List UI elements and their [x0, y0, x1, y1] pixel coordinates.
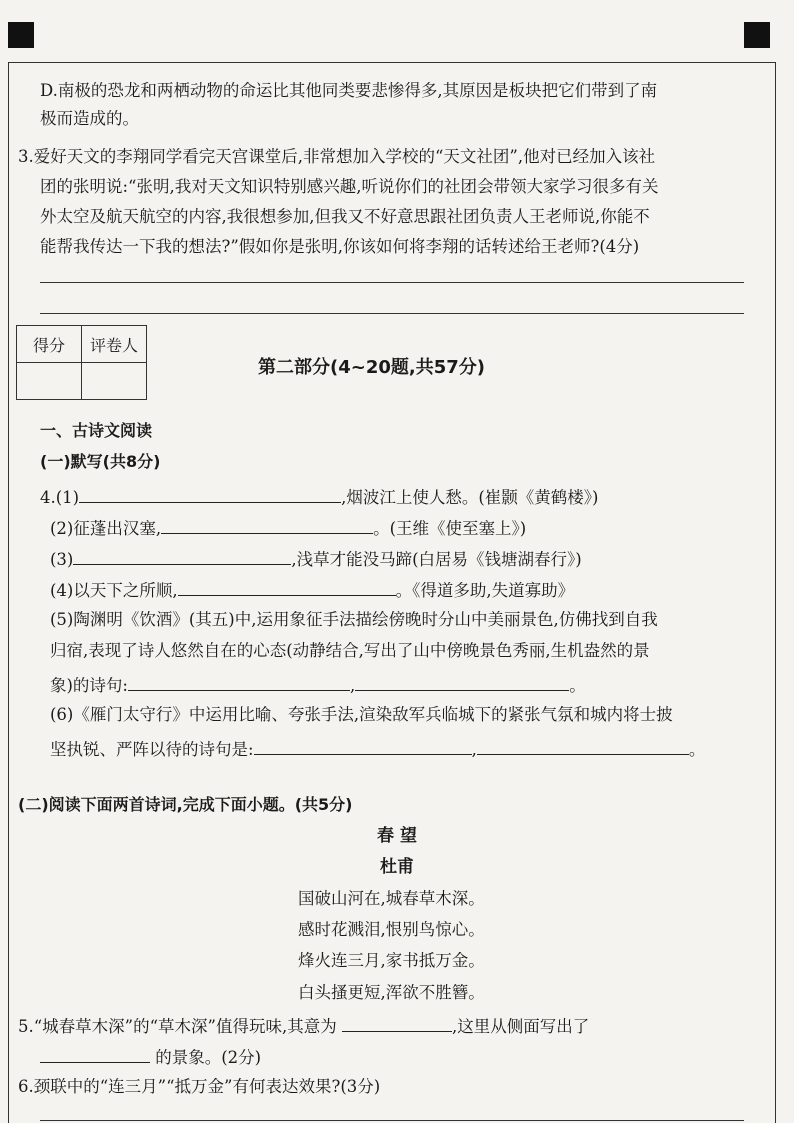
- grader-label: 评卷人: [82, 326, 147, 363]
- poem-author: [0, 856, 794, 878]
- q4-p4-pre: (4)以天下之所顺,: [50, 581, 178, 600]
- q4-p5-period: 。: [569, 676, 586, 695]
- q4-p5-blank-2[interactable]: [355, 672, 569, 691]
- poem-title: [0, 825, 794, 847]
- q6-answer-line[interactable]: [40, 1120, 744, 1121]
- q4-p6-blank-1[interactable]: [254, 736, 472, 755]
- q3-line1: 3.爱好天文的李翔同学看完天宫课堂后,非常想加入学校的“天文社团”,他对已经加入该社: [18, 147, 656, 166]
- registration-mark-right: [744, 22, 770, 48]
- q4-part4: [50, 577, 574, 602]
- q4-part1: [40, 484, 599, 509]
- q4-part5-line2: 归宿,表现了诗人悠然自在的心态(动静结合,写出了山中傍晚景色秀丽,生机盎然的景: [50, 641, 650, 660]
- poem-line-1: 国破山河在,城春草木深。: [298, 889, 485, 908]
- q4-part3: [50, 546, 582, 571]
- q5-line2: [40, 1044, 261, 1069]
- q3-answer-line-2[interactable]: [40, 313, 744, 314]
- poem-line-3: 烽火连三月,家书抵万金。: [298, 951, 485, 970]
- q4-p2-blank[interactable]: [161, 515, 373, 534]
- q5-blank-1[interactable]: [342, 1013, 452, 1032]
- q4-p6-blank-2[interactable]: [477, 736, 689, 755]
- q4-p6-line2-pre: 坚执锐、严阵以待的诗句是:: [50, 740, 254, 759]
- part2-title: 第二部分(4~20题,共57分): [258, 357, 485, 378]
- q4-p5-blank-1[interactable]: [128, 672, 350, 691]
- q5-blank-2[interactable]: [40, 1044, 150, 1063]
- q4-part6-line1: (6)《雁门太守行》中运用比喻、夸张手法,渲染敌军兵临城下的紧张气氛和城内将士披: [50, 705, 673, 724]
- q4-p3-pre: (3): [50, 550, 74, 569]
- poem-author-text: 杜甫: [380, 857, 414, 877]
- registration-mark-left: [8, 22, 34, 48]
- section1-title: 一、古诗文阅读: [40, 421, 153, 440]
- q6-question: 6.颈联中的“连三月”“抵万金”有何表达效果?(3分): [18, 1077, 381, 1096]
- q4-part6-line2: [50, 736, 705, 761]
- q2-option-d-line1: D.南极的恐龙和两栖动物的命运比其他同类要悲惨得多,其原因是板块把它们带到了南: [40, 81, 658, 100]
- sub2-title: (二)阅读下面两首诗词,完成下面小题。(共5分): [18, 795, 353, 814]
- q4-part5-line3: [50, 672, 586, 697]
- q4-p6-period: 。: [688, 740, 706, 759]
- sub1-title: (一)默写(共8分): [40, 452, 161, 471]
- q3-line2: 团的张明说:“张明,我对天文知识特别感兴趣,听说你们的社团会带领大家学习很多有关: [40, 177, 659, 196]
- q5-pre: 5.“城春草木深”的“草木深”值得玩味,其意为: [18, 1017, 337, 1036]
- q4-p6-comma: ,: [471, 740, 477, 759]
- poem-title-text: 春 望: [377, 826, 417, 846]
- poem-line-4: 白头搔更短,浑欲不胜簪。: [298, 983, 485, 1002]
- q4-p1-pre: 4.(1): [40, 488, 80, 507]
- q4-p5-comma: ,: [350, 676, 356, 695]
- q4-part5-line1: (5)陶渊明《饮酒》(其五)中,运用象征手法描绘傍晚时分山中美丽景色,仿佛找到自我: [50, 610, 658, 629]
- q5-post: 的景象。(2分): [155, 1048, 262, 1067]
- q4-p1-blank[interactable]: [79, 484, 341, 503]
- q4-p5-line3-pre: 象)的诗句:: [50, 676, 128, 695]
- q4-p2-post: 。(王维《使至塞上》): [373, 519, 527, 538]
- q4-p3-blank[interactable]: [73, 546, 291, 565]
- score-cell[interactable]: [17, 363, 82, 400]
- grader-cell[interactable]: [82, 363, 147, 400]
- q5-mid: ,这里从侧面写出了: [451, 1017, 590, 1036]
- q5-line1: [18, 1013, 589, 1038]
- q2-option-d-line2: 极而造成的。: [40, 109, 139, 128]
- q3-answer-line-1[interactable]: [40, 282, 744, 283]
- q4-p3-post: ,浅草才能没马蹄(白居易《钱塘湖春行》): [291, 550, 582, 569]
- q3-line3: 外太空及航天航空的内容,我很想参加,但我又不好意思跟社团负责人王老师说,你能不: [40, 207, 650, 226]
- q4-p2-pre: (2)征蓬出汉塞,: [50, 519, 162, 538]
- poem-line-2: 感时花溅泪,恨别鸟惊心。: [298, 920, 485, 939]
- q4-part2: [50, 515, 526, 540]
- q4-p1-post: ,烟波江上使人愁。(崔颢《黄鹤楼》): [341, 488, 599, 507]
- score-box: [16, 325, 147, 400]
- q4-p4-post: 。《得道多助,失道寡助》: [395, 581, 575, 600]
- q3-line4: 能帮我传达一下我的想法?”假如你是张明,你该如何将李翔的话转述给王老师?(4分): [40, 237, 640, 256]
- q4-p4-blank[interactable]: [178, 577, 396, 596]
- score-label: 得分: [17, 326, 82, 363]
